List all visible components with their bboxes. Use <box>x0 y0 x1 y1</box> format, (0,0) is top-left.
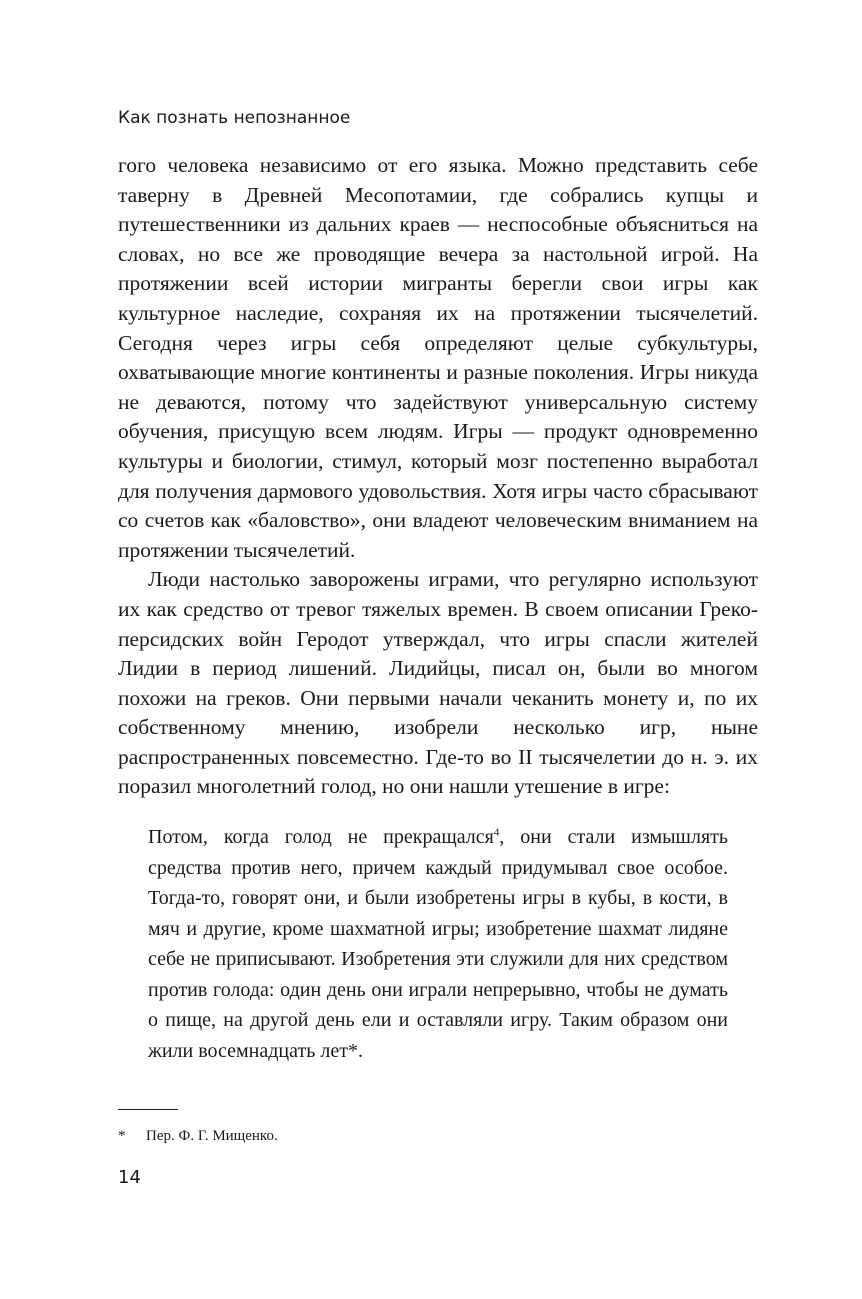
quote-paragraph <box>148 822 728 1066</box>
endnote-reference[interactable]: 4 <box>493 826 500 839</box>
page-number: 14 <box>118 1167 141 1188</box>
footnote-mark: * <box>118 1128 126 1144</box>
block-quote <box>148 822 728 1066</box>
footnote <box>118 1128 278 1145</box>
quote-text-start: Потом, когда голод не прекращался <box>148 826 494 848</box>
running-head: Как познать непознанное <box>118 108 351 128</box>
paragraph: Люди настолько заворожены играми, что регулярно используют их как средство от тревог тяжелых времен. В своем описании Греко-персидских войн Геродот утверждал, что игры спасли жителей Лидии в период лишений. Лидийцы, писал он, были во многом похожи на греков. Они первыми начали чеканить монету и, по их собственному мнению, изобрели несколько игр, ныне распространенных повсеместно. Где-то во II тысячелетии до н. э. их поразил многолетний голод, но они нашли утешение в игре: <box>118 567 758 799</box>
main-text <box>118 151 758 802</box>
quote-text-end: , они стали измышлять средства против него, причем каждый придумывал свое особое. Тогда-то, говорят они, и были изобретены игры в кубы, в кости, в мяч и другие, кроме шахматной игры; изобретение шахмат лидяне себе не приписывают. Изобретения эти служили для них средством против голода: один день они играли непрерывно, чтобы не думать о пище, на другой день ели и оставляли игру. Таким образом они жили восемнадцать лет*. <box>148 826 728 1062</box>
footnote-text: Пер. Ф. Г. Мищенко. <box>146 1128 278 1144</box>
paragraph: гого человека независимо от его языка. Можно представить себе таверну в Древней Месопотамии, где собрались купцы и путешественники из дальних краев — неспособные объясниться на словах, но все же проводящие вечера за настольной игрой. На протяжении всей истории мигранты берегли свои игры как культурное наследие, сохраняя их на протяжении тысячелетий. Сегодня через игры себя определяют целые субкультуры, охватывающие многие континенты и разные поколения. Игры никуда не деваются, потому что задействуют универсальную систему обучения, присущую всем людям. Игры — продукт одновременно культуры и биологии, стимул, который мозг постепенно выработал для получения дармового удовольствия. Хотя игры часто сбрасывают со счетов как «баловство», они владеют человеческим вниманием на протяжении тысячелетий. <box>118 153 758 562</box>
footnote-divider <box>118 1109 178 1110</box>
